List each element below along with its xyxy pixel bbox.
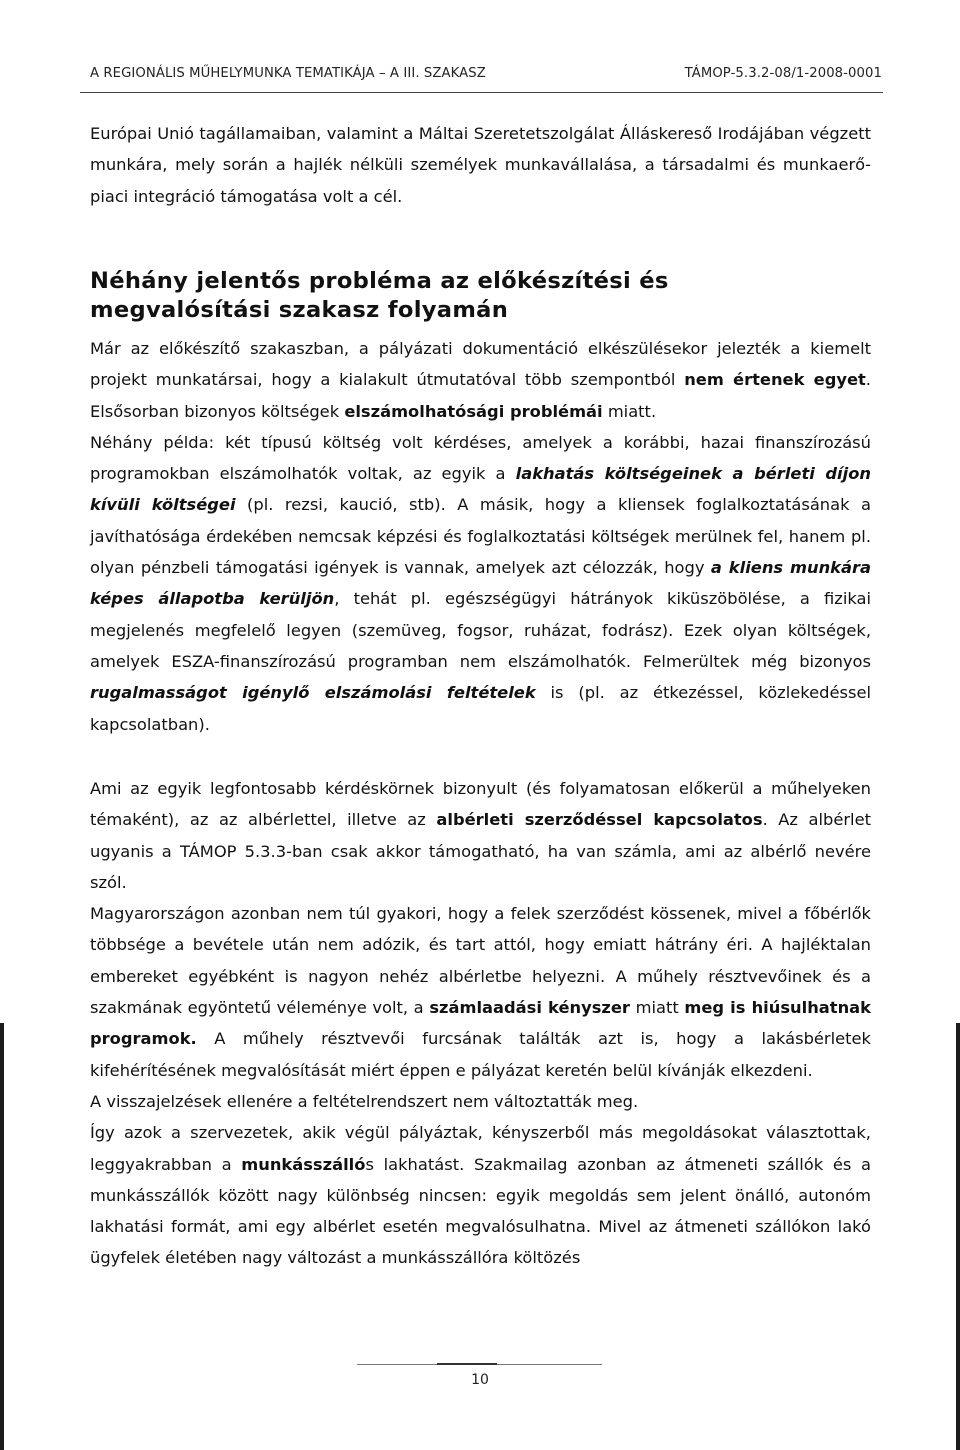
running-header: [90, 66, 882, 81]
page-number: 10: [471, 1372, 489, 1388]
right-edge-mark: [956, 1023, 960, 1450]
intro-paragraph: [90, 118, 871, 212]
paragraph-2: Néhány példa: két típusú költség volt kérdéses, amelyek a korábbi, hazai finanszírozású programokban elszámolhatók voltak, az egyik a lakhatás költségeinek a bérleti díjon kívüli költségei (pl. rezsi, kaució, stb). A másik, hogy a kliensek foglalkoztatásának a javíthatósága érdekében nemcsak képzési és foglalkoztatási költségek merülnek fel, hanem pl. olyan pénzbeli támogatási igények is vannak, amelyek azt célozzák, hogy a kliens munkára képes állapotba kerüljön, tehát pl. egészségügyi hátrányok kiküszöbölése, a fizikai megjelenés megfelelő legyen (szemüveg, fogsor, ruházat, fodrász). Ezek olyan költségek, amelyek ESZA-finanszírozású programban nem elszámolhatók. Felmerültek még bizonyos rugalmasságot igénylő elszámolási feltételek is (pl. az étkezéssel, közlekedéssel kapcsolatban).: [90, 432, 871, 734]
paragraph-3: Ami az egyik legfontosabb kérdéskörnek bizonyult (és folyamatosan előkerül a műhelyeken témaként), az az albérlettel, illetve az albérleti szerződéssel kapcsolatos. Az albérlet ugyanis a TÁMOP 5.3.3-ban csak akkor támogatható, ha van számla, ami az albérlő nevére szól.: [90, 779, 871, 892]
paragraph-6: Így azok a szervezetek, akik végül pályáztak, kényszerből más megoldásokat választottak, leggyakrabban a munkásszállós lakhatást. Szakmailag azonban az átmeneti szállók és a munkásszállók között nagy különbség nincsen: egyik megoldás sem jelent önálló, autonóm lakhatási formát, ami egy albérlet esetén megvalósulhatna. Mivel az átmeneti szállókon lakó ügyfelek életében nagy változást a munkásszállóra költözés: [90, 1123, 871, 1268]
intro-text: Európai Unió tagállamaiban, valamint a Máltai Szeretetszolgálat Álláskereső Irodájában végzett munkára, mely során a hajlék nélküli személyek munkavállalása, a társadalmi és munkaerő-piaci integráció támogatása volt a cél.: [90, 124, 871, 206]
section-heading: [90, 267, 871, 325]
heading-line-1: Néhány jelentős probléma az előkészítési és: [90, 268, 669, 294]
paragraph-1: Már az előkészítő szakaszban, a pályázati dokumentáció elkészülésekor jelezték a kiemelt projekt munkatársai, hogy a kialakult útmutatóval több szempontból nem értenek egyet. Elsősorban bizonyos költségek elszámolhatósági problémái miatt.: [90, 339, 871, 421]
paragraph-4: Magyarországon azonban nem túl gyakori, hogy a felek szerződést kössenek, mivel a főbérlők többsége a bevétele után nem adózik, és tart attól, hogy emiatt hátrány éri. A hajléktalan embereket egyébként is nagyon nehéz albérletbe helyezni. A műhely résztvevőinek és a szakmának egyöntetű véleménye volt, a számlaadási kényszer miatt meg is hiúsulhatnak programok. A műhely résztvevői furcsának találták azt is, hogy a lakásbérletek kifehérítésének megvalósítását miért éppen e pályázat keretén belül kívánják elkezdeni.: [90, 904, 871, 1080]
header-title: A REGIONÁLIS MŰHELYMUNKA TEMATIKÁJA – A III. SZAKASZ: [90, 66, 486, 81]
heading-line-2: megvalósítási szakasz folyamán: [90, 297, 509, 323]
paragraph-5: A visszajelzések ellenére a feltételrendszert nem változtatták meg.: [90, 1091, 639, 1111]
left-edge-mark: [0, 1023, 4, 1450]
section-body: [90, 333, 871, 740]
main-body: [90, 773, 871, 1274]
header-rule: [80, 92, 883, 93]
footer-rule-accent: [437, 1363, 497, 1365]
header-project-code: TÁMOP-5.3.2-08/1-2008-0001: [684, 66, 882, 81]
